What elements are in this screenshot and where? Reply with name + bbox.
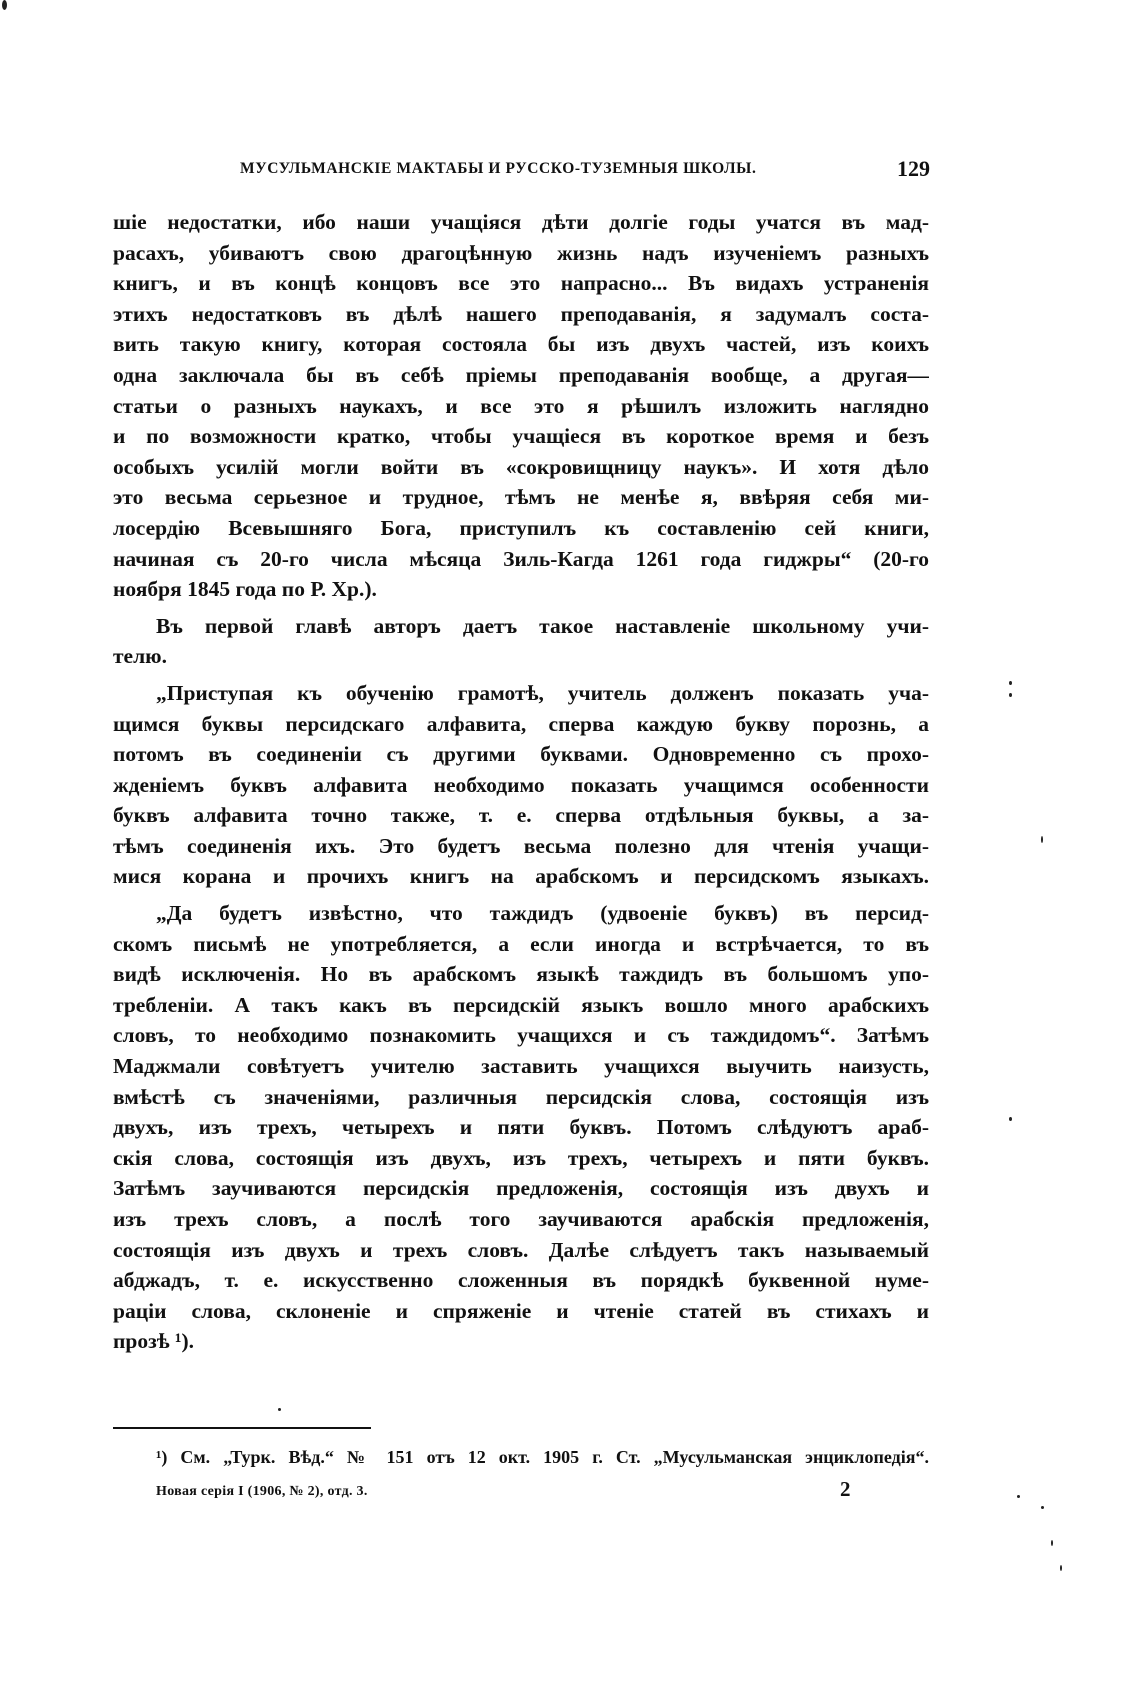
scan-speck bbox=[1041, 836, 1043, 843]
imprint-line: Новая серія I (1906, № 2), отд. 3. bbox=[156, 1484, 368, 1499]
footnote: ¹) См. „Турк. Вѣд.“ № 151 отъ 12 окт. 1905 г. Ст. „Мусульманская энциклопедія“. bbox=[156, 1447, 929, 1467]
text-line: словъ, то необходимо познакомить учащихся и съ таждидомъ“. Затѣмъ bbox=[113, 1023, 929, 1048]
text-line: и по возможности кратко, чтобы учащіеся въ короткое время и безъ bbox=[113, 424, 929, 449]
scan-speck bbox=[1009, 681, 1012, 685]
text-line: книгъ, и въ концѣ концовъ все это напрасно... Въ видахъ устраненія bbox=[113, 271, 929, 296]
text-line: скія слова, состоящія изъ двухъ, изъ трехъ, четырехъ и пяти буквъ. bbox=[113, 1145, 929, 1170]
text-line: начиная съ 20-го числа мѣсяца Зиль-Кагда 1261 года гиджры“ (20-го bbox=[113, 546, 929, 571]
text-line: Маджмали совѣтуетъ учителю заставить учащихся выучить наизусть, bbox=[113, 1054, 929, 1079]
text-line: одна заключала бы въ себѣ пріемы преподаванія вообще, а другая— bbox=[113, 362, 929, 387]
text-line: абджадъ, т. е. искусственно сложенныя въ порядкѣ буквенной нуме- bbox=[113, 1268, 929, 1293]
text-line: мися корана и прочихъ книгъ на арабскомъ и персидскомъ языкахъ. bbox=[113, 864, 929, 889]
text-line: „Приступая къ обученію грамотѣ, учитель долженъ показать уча- bbox=[156, 680, 929, 705]
scan-speck bbox=[1041, 1506, 1044, 1509]
page-number: 129 bbox=[897, 156, 930, 181]
scan-speck bbox=[278, 1408, 281, 1411]
text-line: прозѣ ¹). bbox=[113, 1329, 194, 1354]
signature-mark: 2 bbox=[840, 1477, 851, 1501]
text-line: двухъ, изъ трехъ, четырехъ и пяти буквъ. Потомъ слѣдуютъ араб- bbox=[113, 1115, 929, 1140]
scan-speck bbox=[1009, 693, 1012, 697]
text-line: вить такую книгу, которая состояла бы изъ двухъ частей, изъ коихъ bbox=[113, 332, 929, 357]
text-line: видѣ исключенія. Но въ арабскомъ языкѣ таждидъ въ большомъ упо- bbox=[113, 962, 929, 987]
text-line: этихъ недостатковъ въ дѣлѣ нашего преподаванія, я задумалъ соста- bbox=[113, 301, 929, 326]
scan-speck bbox=[2, 0, 7, 10]
text-line: тѣмъ соединенія ихъ. Это будетъ весьма полезно для чтенія учащи- bbox=[113, 833, 929, 858]
scan-speck bbox=[1009, 1117, 1012, 1121]
text-line: потомъ въ соединеніи съ другими буквами. Одновременно съ прохо- bbox=[113, 742, 929, 767]
running-head bbox=[240, 156, 930, 186]
text-line: скомъ письмѣ не употребляется, а если иногда и встрѣчается, то въ bbox=[113, 931, 929, 956]
text-line: это весьма серьезное и трудное, тѣмъ не менѣе я, ввѣряя себя ми- bbox=[113, 485, 929, 510]
text-line: Затѣмъ заучиваются персидскія предложенія, состоящія изъ двухъ и bbox=[113, 1176, 929, 1201]
text-line: Въ первой главѣ авторъ даетъ такое наставленіе школьному учи- bbox=[156, 613, 929, 638]
scan-speck bbox=[1017, 1495, 1020, 1498]
text-line: вмѣстѣ съ значеніями, различныя персидскія слова, состоящія изъ bbox=[113, 1084, 929, 1109]
text-line: щимся буквы персидскаго алфавита, сперва каждую букву порознь, а bbox=[113, 711, 929, 736]
text-line: состоящія изъ двухъ и трехъ словъ. Далѣе слѣдуетъ такъ называемый bbox=[113, 1237, 929, 1262]
text-line: требленіи. А такъ какъ въ персидскій языкъ вошло много арабскихъ bbox=[113, 992, 929, 1017]
text-line: „Да будетъ извѣстно, что таждидъ (удвоеніе буквъ) въ персид- bbox=[156, 901, 929, 926]
text-line: ноября 1845 года по Р. Хр.). bbox=[113, 577, 377, 602]
body-text bbox=[113, 207, 929, 1357]
text-line: жденіемъ буквъ алфавита необходимо показать учащимся особенности bbox=[113, 772, 929, 797]
text-line: лосердію Всевышняго Бога, приступилъ къ составленію сей книги, bbox=[113, 515, 929, 540]
text-line: изъ трехъ словъ, а послѣ того заучиваются арабскія предложенія, bbox=[113, 1207, 929, 1231]
footnote-divider bbox=[113, 1427, 371, 1429]
text-line: телю. bbox=[113, 644, 167, 669]
text-line: раціи слова, склоненіе и спряженіе и чтеніе статей въ стихахъ и bbox=[113, 1298, 929, 1323]
text-line: буквъ алфавита точно также, т. е. сперва отдѣльныя буквы, а за- bbox=[113, 803, 929, 828]
scan-speck bbox=[1051, 1540, 1053, 1546]
running-title: МУСУЛЬМАНСКІЕ МАКТАБЫ И РУССКО-ТУЗЕМНЫЯ ШКОЛЫ. bbox=[240, 160, 757, 177]
text-line: шіе недостатки, ибо наши учащіяся дѣти долгіе годы учатся въ мад- bbox=[113, 210, 929, 234]
text-line: расахъ, убиваютъ свою драгоцѣнную жизнь надъ изученіемъ разныхъ bbox=[113, 240, 929, 265]
text-line: особыхъ усилій могли войти въ «сокровищницу наукъ». И хотя дѣло bbox=[113, 454, 929, 479]
text-line: статьи о разныхъ наукахъ, и все это я рѣшилъ изложить наглядно bbox=[113, 393, 929, 418]
scan-speck bbox=[1060, 1565, 1062, 1571]
